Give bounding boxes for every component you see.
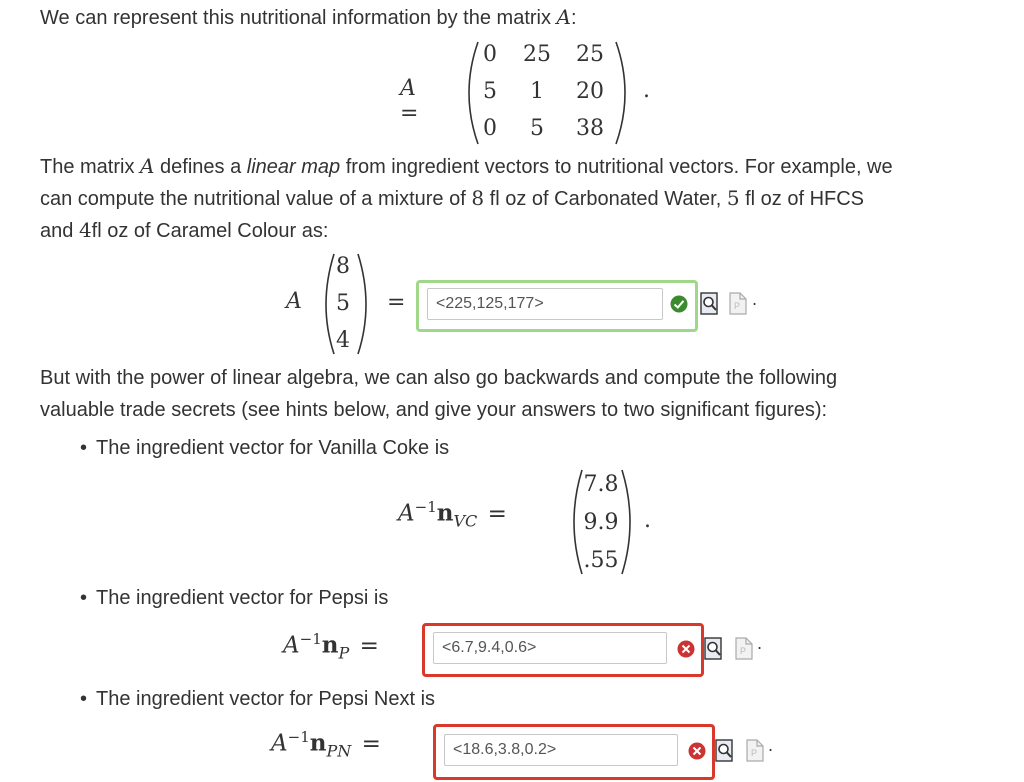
matrix-cell: 25 bbox=[576, 42, 604, 67]
matrix-cell: 25 bbox=[523, 42, 551, 67]
vector-cell: 4 bbox=[336, 328, 350, 353]
vector-cell: 8 bbox=[336, 254, 350, 279]
preview-icon[interactable] bbox=[699, 292, 721, 316]
vector-cell: 9.9 bbox=[583, 510, 619, 535]
answer-input[interactable]: <225,125,177> bbox=[427, 288, 663, 320]
answer-input[interactable]: <6.7,9.4,0.6> bbox=[433, 632, 667, 664]
answer-box-pepsi bbox=[422, 623, 704, 677]
right-paren bbox=[608, 38, 638, 148]
para2-line3: and 4fl oz of Caramel Colour as: bbox=[40, 218, 329, 242]
right-paren bbox=[616, 466, 642, 578]
para2-line1: The matrix A defines a linear map from ingredient vectors to nutritional vectors. For example, we bbox=[40, 154, 893, 178]
cross-icon bbox=[677, 640, 695, 658]
vector-cell: 7.8 bbox=[583, 472, 619, 497]
matrix-cell: 5 bbox=[530, 116, 544, 141]
answer-input[interactable]: <18.6,3.8,0.2> bbox=[444, 734, 678, 766]
preview-icon[interactable] bbox=[714, 739, 736, 763]
vector-cell: 5 bbox=[336, 291, 350, 316]
help-doc-icon[interactable] bbox=[734, 637, 754, 661]
para3-line1: But with the power of linear algebra, we can also go backwards and compute the following bbox=[40, 367, 838, 389]
help-doc-icon[interactable] bbox=[728, 292, 748, 316]
matrix-cell: 5 bbox=[483, 79, 497, 104]
matrix-cell: 38 bbox=[576, 116, 604, 141]
preview-icon[interactable] bbox=[703, 637, 725, 661]
check-icon bbox=[670, 295, 688, 313]
para2-line2: can compute the nutritional value of a mixture of 8 fl oz of Carbonated Water, 5 fl oz of HFCS bbox=[40, 186, 865, 210]
answer-box-example bbox=[416, 280, 698, 332]
matrix-var: A bbox=[556, 5, 571, 29]
help-doc-icon[interactable] bbox=[745, 739, 765, 763]
matrix-label: A = bbox=[400, 76, 419, 126]
matrix-cell: 0 bbox=[483, 116, 497, 141]
answer-box-pepsi-next bbox=[433, 724, 715, 780]
right-paren bbox=[352, 250, 378, 360]
intro-line: We can represent this nutritional information by the matrix A: bbox=[40, 5, 577, 29]
matrix-cell: 1 bbox=[530, 79, 544, 104]
svg-text:P: P bbox=[734, 301, 741, 311]
cross-icon bbox=[688, 742, 706, 760]
vector-cell: .55 bbox=[583, 548, 619, 573]
matrix-cell: 0 bbox=[483, 42, 497, 67]
example-var: A bbox=[286, 289, 302, 314]
para3-line2: valuable trade secrets (see hints below, and give your answers to two significant figures): bbox=[40, 399, 828, 421]
svg-text:P: P bbox=[751, 748, 758, 758]
svg-text:P: P bbox=[740, 646, 747, 656]
matrix-cell: 20 bbox=[576, 79, 604, 104]
